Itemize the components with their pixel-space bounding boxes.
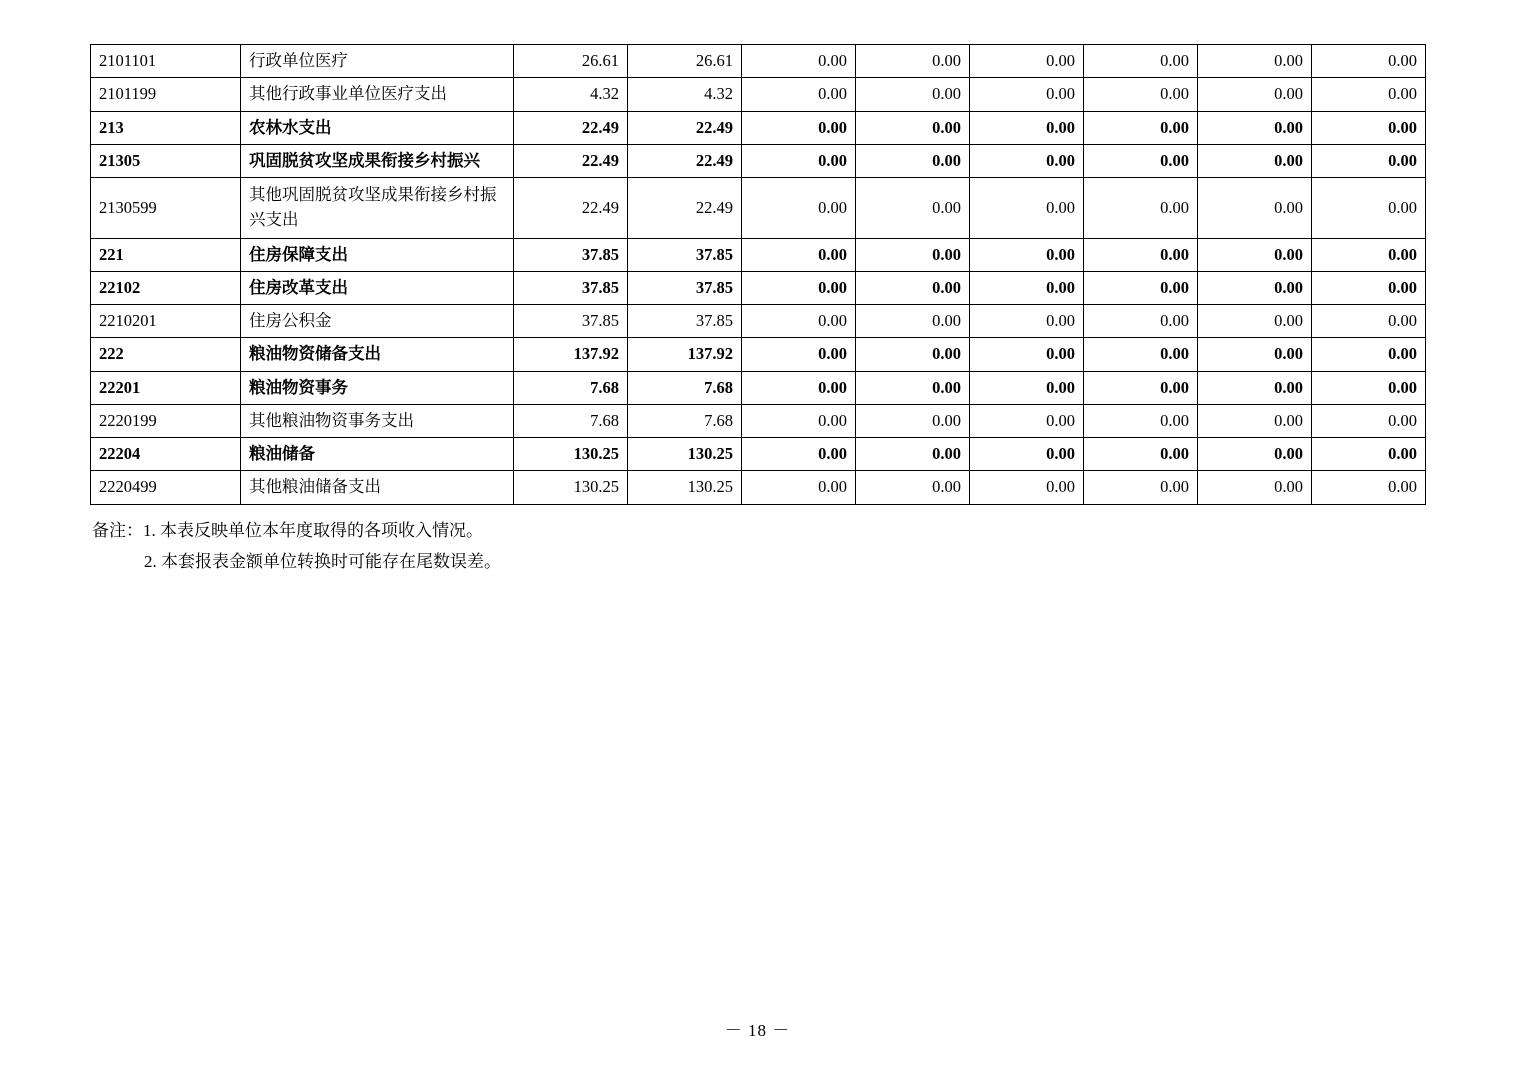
- row-value: 0.00: [1198, 111, 1312, 144]
- row-name: 住房改革支出: [241, 271, 514, 304]
- row-value: 0.00: [1312, 178, 1426, 239]
- row-value: 0.00: [742, 45, 856, 78]
- row-value: 0.00: [1198, 371, 1312, 404]
- row-value: 7.68: [514, 371, 628, 404]
- row-value: 0.00: [1312, 144, 1426, 177]
- note-line-1: 备注：1. 本表反映单位本年度取得的各项收入情况。: [92, 520, 483, 540]
- row-value: 0.00: [856, 371, 970, 404]
- row-code: 2101199: [91, 78, 241, 111]
- row-value: 0.00: [1198, 45, 1312, 78]
- row-code: 222: [91, 338, 241, 371]
- row-value: 26.61: [628, 45, 742, 78]
- row-value: 0.00: [1084, 271, 1198, 304]
- row-value: 0.00: [742, 338, 856, 371]
- row-name: 其他行政事业单位医疗支出: [241, 78, 514, 111]
- row-value: 130.25: [514, 438, 628, 471]
- row-value: 22.49: [514, 144, 628, 177]
- row-value: 0.00: [742, 438, 856, 471]
- row-value: 0.00: [970, 305, 1084, 338]
- row-value: 37.85: [628, 238, 742, 271]
- row-code: 213: [91, 111, 241, 144]
- row-code: 22102: [91, 271, 241, 304]
- row-value: 0.00: [856, 111, 970, 144]
- row-value: 0.00: [1084, 111, 1198, 144]
- note-line-2: 2. 本套报表金额单位转换时可能存在尾数误差。: [144, 552, 501, 572]
- row-value: 130.25: [628, 438, 742, 471]
- row-value: 137.92: [514, 338, 628, 371]
- table-row: [91, 144, 1426, 177]
- row-value: 0.00: [970, 238, 1084, 271]
- row-value: 0.00: [856, 178, 970, 239]
- row-code: 221: [91, 238, 241, 271]
- table-row: [91, 78, 1426, 111]
- row-value: 0.00: [970, 404, 1084, 437]
- row-value: 0.00: [1198, 404, 1312, 437]
- budget-expenditure-table: [90, 44, 1426, 505]
- row-value: 0.00: [856, 78, 970, 111]
- row-value: 0.00: [856, 271, 970, 304]
- row-value: 0.00: [856, 238, 970, 271]
- row-value: 0.00: [1084, 404, 1198, 437]
- row-value: 0.00: [856, 338, 970, 371]
- row-value: 0.00: [970, 178, 1084, 239]
- row-value: 0.00: [856, 404, 970, 437]
- row-value: 0.00: [1084, 438, 1198, 471]
- row-code: 2210201: [91, 305, 241, 338]
- row-value: 0.00: [1312, 471, 1426, 504]
- row-value: 22.49: [628, 178, 742, 239]
- row-value: 22.49: [514, 178, 628, 239]
- row-value: 0.00: [1312, 238, 1426, 271]
- row-name: 巩固脱贫攻坚成果衔接乡村振兴: [241, 144, 514, 177]
- row-code: 2130599: [91, 178, 241, 239]
- table-notes: [90, 515, 1425, 578]
- row-name: 粮油物资储备支出: [241, 338, 514, 371]
- row-value: 130.25: [628, 471, 742, 504]
- row-value: 0.00: [1084, 45, 1198, 78]
- row-value: 0.00: [970, 471, 1084, 504]
- row-value: 22.49: [628, 111, 742, 144]
- row-value: 4.32: [514, 78, 628, 111]
- row-value: 0.00: [1312, 371, 1426, 404]
- row-value: 0.00: [1312, 271, 1426, 304]
- row-value: 0.00: [856, 305, 970, 338]
- row-value: 0.00: [970, 438, 1084, 471]
- table-row: [91, 305, 1426, 338]
- row-value: 37.85: [628, 305, 742, 338]
- row-value: 130.25: [514, 471, 628, 504]
- row-value: 0.00: [1312, 78, 1426, 111]
- row-value: 0.00: [856, 45, 970, 78]
- row-value: 0.00: [1084, 238, 1198, 271]
- row-value: 0.00: [742, 271, 856, 304]
- row-value: 0.00: [742, 178, 856, 239]
- row-value: 37.85: [514, 305, 628, 338]
- table-row: [91, 371, 1426, 404]
- row-value: 37.85: [514, 271, 628, 304]
- row-value: 0.00: [1198, 271, 1312, 304]
- row-value: 0.00: [1198, 144, 1312, 177]
- row-value: 0.00: [1312, 338, 1426, 371]
- row-code: 2220499: [91, 471, 241, 504]
- row-value: 22.49: [514, 111, 628, 144]
- row-name: 其他巩固脱贫攻坚成果衔接乡村振兴支出: [241, 178, 514, 239]
- row-name: 农林水支出: [241, 111, 514, 144]
- row-code: 22204: [91, 438, 241, 471]
- row-value: 0.00: [1198, 305, 1312, 338]
- table-row: [91, 271, 1426, 304]
- row-value: 0.00: [1198, 471, 1312, 504]
- row-value: 0.00: [742, 144, 856, 177]
- table-row: [91, 438, 1426, 471]
- row-value: 0.00: [1084, 178, 1198, 239]
- row-value: 0.00: [1198, 338, 1312, 371]
- row-value: 0.00: [970, 371, 1084, 404]
- table-row: [91, 111, 1426, 144]
- table-row: [91, 338, 1426, 371]
- row-value: 37.85: [514, 238, 628, 271]
- row-name: 住房公积金: [241, 305, 514, 338]
- row-value: 0.00: [970, 78, 1084, 111]
- row-value: 0.00: [742, 111, 856, 144]
- page-number: － 18 －: [724, 1021, 791, 1040]
- row-value: 0.00: [856, 471, 970, 504]
- row-value: 0.00: [1084, 305, 1198, 338]
- row-value: 0.00: [1312, 111, 1426, 144]
- row-value: 0.00: [1198, 438, 1312, 471]
- row-value: 0.00: [742, 78, 856, 111]
- row-value: 0.00: [1084, 471, 1198, 504]
- row-value: 0.00: [856, 144, 970, 177]
- table-body: [91, 45, 1426, 505]
- row-value: 37.85: [628, 271, 742, 304]
- row-value: 7.68: [628, 404, 742, 437]
- row-name: 行政单位医疗: [241, 45, 514, 78]
- row-value: 0.00: [1312, 438, 1426, 471]
- row-code: 2220199: [91, 404, 241, 437]
- row-value: 0.00: [970, 45, 1084, 78]
- row-value: 0.00: [742, 371, 856, 404]
- row-code: 22201: [91, 371, 241, 404]
- row-value: 0.00: [1312, 45, 1426, 78]
- row-value: 26.61: [514, 45, 628, 78]
- row-value: 22.49: [628, 144, 742, 177]
- table-row: [91, 178, 1426, 239]
- row-value: 0.00: [970, 271, 1084, 304]
- row-value: 0.00: [970, 338, 1084, 371]
- row-value: 4.32: [628, 78, 742, 111]
- row-value: 0.00: [1198, 78, 1312, 111]
- row-value: 0.00: [742, 471, 856, 504]
- row-name: 住房保障支出: [241, 238, 514, 271]
- table-row: [91, 471, 1426, 504]
- row-value: 0.00: [1084, 338, 1198, 371]
- row-value: 7.68: [514, 404, 628, 437]
- row-value: 0.00: [856, 438, 970, 471]
- row-name: 其他粮油储备支出: [241, 471, 514, 504]
- row-value: 0.00: [1312, 404, 1426, 437]
- row-value: 0.00: [1198, 238, 1312, 271]
- row-name: 其他粮油物资事务支出: [241, 404, 514, 437]
- table-row: [91, 45, 1426, 78]
- row-name: 粮油储备: [241, 438, 514, 471]
- row-value: 0.00: [1312, 305, 1426, 338]
- row-value: 0.00: [970, 111, 1084, 144]
- row-value: 0.00: [1084, 78, 1198, 111]
- table-row: [91, 404, 1426, 437]
- row-value: 0.00: [742, 238, 856, 271]
- row-value: 137.92: [628, 338, 742, 371]
- row-value: 0.00: [742, 305, 856, 338]
- row-code: 2101101: [91, 45, 241, 78]
- row-value: 0.00: [970, 144, 1084, 177]
- row-value: 0.00: [1198, 178, 1312, 239]
- row-code: 21305: [91, 144, 241, 177]
- row-value: 0.00: [742, 404, 856, 437]
- row-value: 7.68: [628, 371, 742, 404]
- row-value: 0.00: [1084, 371, 1198, 404]
- table-row: [91, 238, 1426, 271]
- row-value: 0.00: [1084, 144, 1198, 177]
- row-name: 粮油物资事务: [241, 371, 514, 404]
